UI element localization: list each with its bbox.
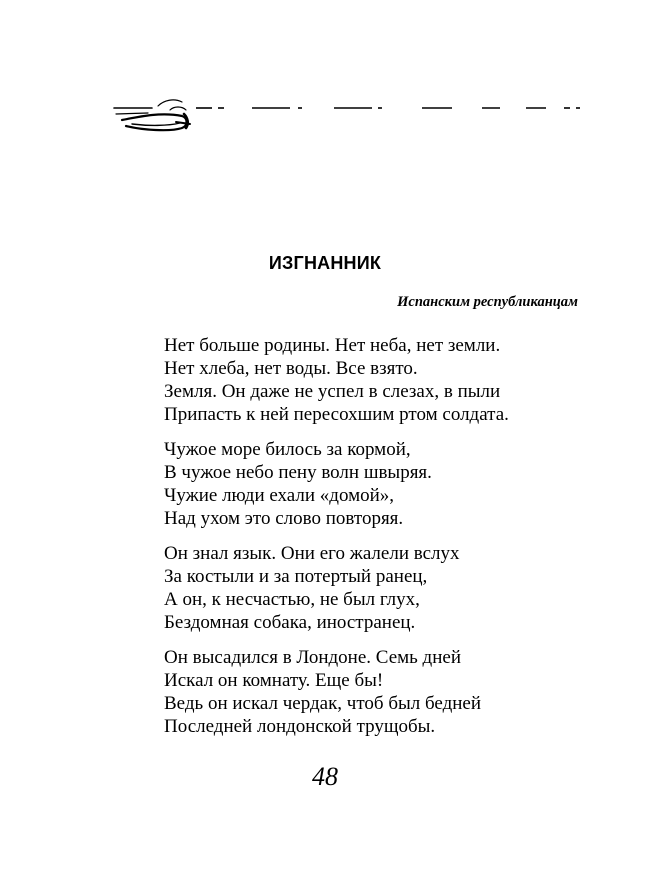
poem-line: За костыли и за потертый ранец, <box>164 566 428 587</box>
poem-line: Чужое море билось за кормой, <box>164 439 411 460</box>
poem-title: ИЗГНАННИК <box>268 253 382 273</box>
stanza-4 <box>164 646 604 738</box>
poem-line: Нет хлеба, нет воды. Все взято. <box>164 358 418 379</box>
poem-line: Чужие люди ехали «домой», <box>164 485 395 506</box>
stanza-2 <box>164 438 604 530</box>
poem-line: Он знал язык. Они его жалели вслух <box>164 543 460 564</box>
poem-line: Бездомная собака, иностранец. <box>164 612 416 633</box>
poem-line: Последней лондонской трущобы. <box>164 716 436 737</box>
stanza-1 <box>164 334 604 426</box>
poem-line: Искал он комнату. Еще бы! <box>164 670 384 691</box>
poem-line: Над ухом это слово повторяя. <box>164 508 404 529</box>
quill-pen-icon <box>112 96 582 140</box>
page-number: 48 <box>312 762 338 791</box>
poem-line: Припасть к ней пересохшим ртом солдата. <box>164 404 509 425</box>
poem-line: В чужое небо пену волн швыряя. <box>164 462 432 483</box>
poem-line: Он высадился в Лондоне. Семь дней <box>164 647 461 668</box>
poem-body <box>164 334 604 750</box>
poem-line: А он, к несчастью, не был глух, <box>164 589 420 610</box>
poem-dedication: Испанским республиканцам <box>397 294 578 310</box>
poem-line: Нет больше родины. Нет неба, нет земли. <box>164 335 501 356</box>
poem-line: Земля. Он даже не успел в слезах, в пыли <box>164 381 501 402</box>
stanza-3 <box>164 542 604 634</box>
poem-line: Ведь он искал чердак, чтоб был бедней <box>164 693 482 714</box>
